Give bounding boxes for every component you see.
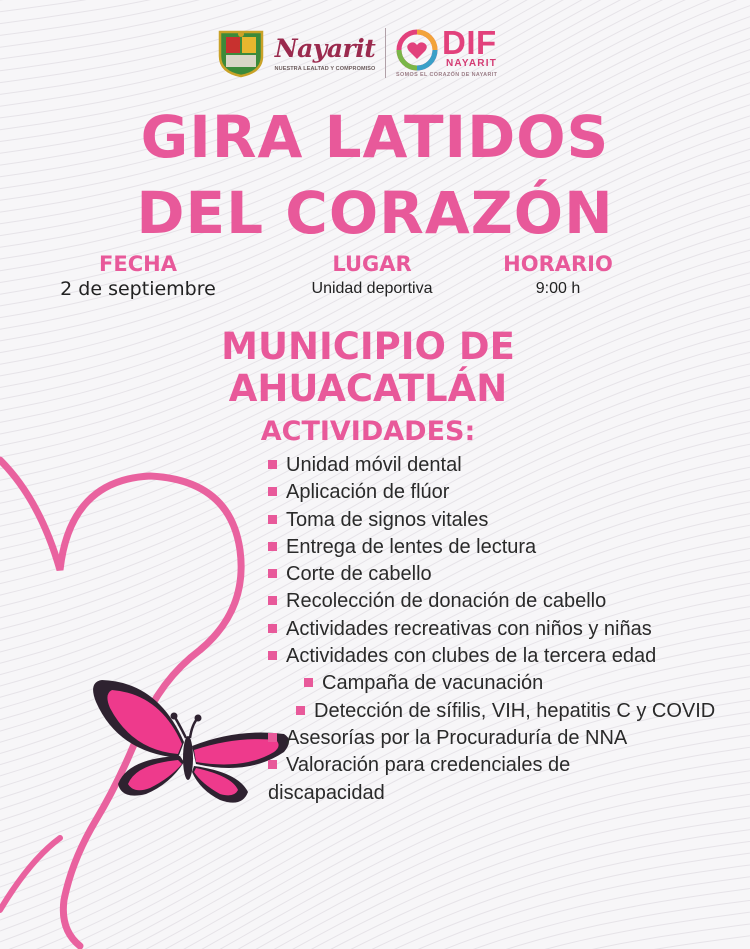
square-bullet-icon [304,678,313,687]
activities-list [268,452,738,807]
list-item: Aplicación de flúor [268,479,738,506]
list-item: Recolección de donación de cabello [268,588,738,615]
square-bullet-icon [268,515,277,524]
list-item: Valoración para credenciales de discapacidad [268,754,571,804]
butterfly-icon [88,672,296,812]
info-fecha [30,252,246,300]
nayarit-logo-text: Nayarit [274,34,376,63]
list-item: Corte de cabello [268,561,738,588]
event-title-line-2: DEL CORAZÓN [136,179,614,247]
square-bullet-icon [268,651,277,660]
fecha-label: FECHA [99,252,177,276]
horario-label: HORARIO [503,252,613,276]
municipality-line-1: MUNICIPIO DE [221,325,515,368]
list-item: Actividades recreativas con niños y niñas [268,616,708,643]
list-item: Campaña de vacunación [268,670,738,697]
list-item: Asesorías por la Procuraduría de NNA [268,725,738,752]
fecha-value: 2 de septiembre [60,278,216,300]
header-logos [0,22,750,84]
nayarit-logo-motto: NUESTRA LEALTAD Y COMPROMISO [274,66,376,72]
square-bullet-icon [268,487,277,496]
square-bullet-icon [268,596,277,605]
list-item: Entrega de lentes de lectura [268,534,738,561]
activities-title: ACTIVIDADES: [260,416,476,447]
square-bullet-icon [268,733,277,742]
lugar-value: Unidad deportiva [311,280,433,297]
square-bullet-icon [268,624,277,633]
list-item: Toma de signos vitales [268,507,738,534]
dif-logo-text: DIF [442,24,497,61]
square-bullet-icon [268,542,277,551]
square-bullet-icon [268,460,277,469]
dif-logo-subtitle: NAYARIT [446,58,498,69]
municipality-line-2: AHUACATLÁN [228,367,508,410]
dif-logo-tagline: SOMOS EL CORAZÓN DE NAYARIT [396,72,498,78]
dif-heart-emblem-icon [395,28,439,72]
logo-divider [385,28,386,78]
square-bullet-icon [268,760,277,769]
info-horario [492,252,624,298]
list-item: Actividades con clubes de la tercera edad [268,643,708,670]
event-title-line-1: GIRA LATIDOS [140,103,610,171]
state-shield-icon [216,26,266,78]
list-item: Unidad móvil dental [268,452,738,479]
info-lugar [278,252,466,298]
horario-value: 9:00 h [535,280,581,297]
square-bullet-icon [268,569,277,578]
square-bullet-icon [296,706,305,715]
lugar-label: LUGAR [332,252,412,276]
list-item: Detección de sífilis, VIH, hepatitis C y COVID [268,698,738,725]
